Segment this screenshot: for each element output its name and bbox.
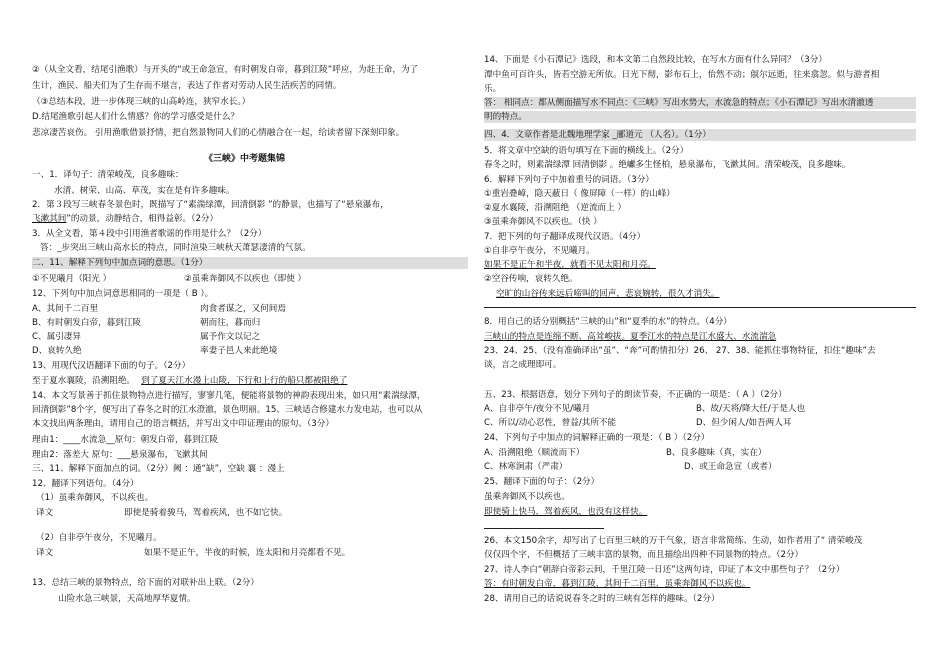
q11-item-b: ②虽乘奔御风不以疾也（即使 ） [184, 274, 307, 284]
q24-option-a: A、沿溯阻绝（顺流而下） [484, 448, 585, 458]
q12-option-a-pair: 肉食者谋之，又何间焉 [200, 304, 286, 314]
q6-item-1: ①重岩叠嶂，隐天蔽日（ 像屏障（一样）的山峰） [484, 189, 675, 199]
question-12: 12、下列句中加点词意思相同的一项是（ B ）。 [32, 289, 214, 299]
quoted-passage-cont: 乐。 [484, 84, 502, 94]
q23-option-b: B、故/天将/降大任/于是人也 [696, 404, 806, 414]
translate-item-1: （1）虽乘奔御风，不以疾也。 [36, 493, 154, 503]
translate-question: 12、翻译下列语句。（4分） [32, 479, 139, 489]
divider [484, 528, 604, 529]
translation-label: 译文 [36, 548, 54, 558]
translation-1: 即使是骑着骏马，驾着疾风，也不如它快。 [124, 508, 288, 518]
question-13-couplet: 13、总结三峡的景物特点，给下面的对联补出上联。（2分） [32, 578, 259, 588]
question-24: 24、下列句子中加点的词解释正确的一项是：（ B ）（2分） [484, 433, 710, 443]
translate-item-2: （2）自非亭午夜分，不见曦月。 [36, 533, 162, 543]
q12-option-d-pair: 率妻子邑人来此绝境 [200, 346, 278, 356]
section-3-question: 三、11、解释下面加点的词。（2分）阙 ：通“缺”，空缺 襄 ：漫上 [32, 464, 285, 474]
answer-note-cont: 谈，言之成理即可。 [484, 360, 562, 370]
answer-5: 春冬之时，则素湍绿潭 回清倒影 。绝巘多生怪柏，悬泉瀑布，飞漱其间。清荣峻茂，良多趣味。 [484, 160, 851, 170]
text-line: 悲凉凄苦哀伤。 引用渔歌借景抒情，把自然景物同人们的心情融合在一起，给读者留下深刻印象。 [32, 128, 405, 138]
q12-option-d: D、哀转久绝 [32, 346, 82, 356]
question-3: 3．从全文看，第４段中引用渔者歌谣的作用是什么？（2分） [32, 229, 267, 239]
question-2: 2．第３段写三峡春冬景色时，既描写了“素湍绿潭，回清倒影 ”的静景，也描写了“悬泉瀑布， [32, 200, 389, 210]
q25-sentence: 虽乘奔御风不以疾也。 [484, 492, 570, 502]
question-14-cont: 本文找出两条理由，请用自己的语言概括，并写出文中印证理由的原句。（3分） [32, 419, 334, 429]
question-8: 8．用自己的话分别概括“三峡的山”和“夏季的水”的特点。（4分） [484, 317, 732, 327]
question-26: 26、本文150余字，却写出了七百里三峡的万千气象，语言非常简练、生动，如作者用了“ 清荣峻茂 [484, 536, 863, 546]
section-5-question: 五、23、根据语意，划分下列句子的朗读节奏，不正确的一项是：（ A ）（2分） [484, 390, 787, 400]
question-1: 一、1．译句子：清荣峻茂，良多趣味： [32, 170, 184, 180]
question-26-cont: 仅仅四个字，不但概括了三峡丰富的景物，而且描绘出四种不同景物的特点。（2分） [484, 550, 804, 560]
q25-answer: 即使骑上快马，驾着疾风，也没有这样快。 [484, 507, 648, 517]
q24-option-d: D、或王命急宣（或者） [684, 462, 777, 472]
q7-item-2: ②空谷传响，哀转久绝。 [484, 274, 578, 284]
answer-1: 水清、树荣、山高、草茂，实在是有许多趣味。 [54, 186, 235, 196]
q12-option-b: B、有时朝发白帝，暮到江陵 [32, 318, 142, 328]
text-line: 生计，渔民、船夫们为了生存而不堪言，表达了作者对劳动人民生活疾苦的同情。 [32, 81, 342, 91]
quoted-passage: 潭中鱼可百许头，皆若空游无所依。日光下彻，影布石上，佁然不动；俶尔远逝，往来翕忽。似与游者相 [484, 70, 880, 80]
translation-2: 如果不是正午，半夜的时候，连太阳和月亮都看不见。 [144, 548, 351, 558]
q24-option-c: C、林寒涧肃（严肃） [484, 462, 568, 472]
text-line: （③总结本段，进一步体现三峡的山高岭连，狭窄水长。） [32, 97, 251, 107]
q24-option-b: B、良多趣味（真，实在） [666, 448, 767, 458]
q7-answer-2: 空旷的山谷传来远后啼叫的回声，悲哀婉转，很久才消失。 [496, 289, 720, 299]
reason-2: 理由2：落差大 原句：___悬泉瀑布，飞漱其间 [32, 450, 208, 460]
text-line: ②（从全文看，结尾引渔歌）与开头的“或王命急宣，有时朝发白帝，暮到江陵”呼应，为赶王命，为了 [32, 65, 419, 75]
section-2-header: 二、11、解释下列句中加点词的意思。（1分） [32, 257, 468, 269]
q12-option-b-pair: 朝而往，暮而归 [200, 318, 261, 328]
question-5: 5．将文章中空缺的语句填写在下面的横线上。（2分） [484, 146, 689, 156]
question-6: 6．解释下列句子中加着重号的词语。（3分） [484, 175, 654, 185]
q6-item-2: ②夏水襄陵，沿溯阻绝 （逆流而上 ） [484, 203, 627, 213]
q7-answer-1: 如果不是正午和半夜，就看不见太阳和月亮。 [484, 260, 656, 270]
question-28: 28、请用自己的话说说春冬之时的三峡有怎样的趣味。（2分） [484, 594, 720, 604]
question-2-cont: 飞漱其间”的动景，动静结合，相得益彰。（2分） [32, 214, 219, 224]
answer-3: 答：_步突出三峡山高水长的特点，同时渲染三峡秋天萧瑟凄清的气氛。 [40, 243, 311, 253]
reason-1: 理由1：____水流急__原句：朝发白帝，暮到江陵 [32, 435, 218, 445]
couplet-answer: 山险水急三峡景，天高地厚华夏情。 [58, 594, 196, 604]
q12-option-a: A、其间千二百里 [32, 304, 99, 314]
question-14-cont: 回清倒影”8个字，便写出了春冬之时的江水澄澈，景色明丽。15、三峡适合修建水力发电站，也可以从 [32, 405, 423, 415]
question-7: 7．把下列的句子翻译成现代汉语。（4分） [484, 232, 646, 242]
section-title: 《三峡》中考题集锦 [204, 154, 286, 164]
q12-option-c-pair: 属予作文以记之 [200, 332, 261, 342]
answer-27: 答：有时朝发白帝，暮到江陵，其间千二百里，虽乘奔御风不以疾也。 [484, 579, 751, 589]
answer-14: 答： 相同点：都从侧面描写水不同点：《三峡》写出水势大，水流急的特点；《小石潭记》写出水清澈透 [484, 97, 916, 109]
answer-13: 至于夏水襄陵，沿溯阻绝。 到了夏天江水漫上山陵，下行和上行的船只都被阻绝了 [32, 376, 348, 386]
section-4-header: 四、4．文章作者是北魏地理学家 _郦道元 （人名）。（1分） [484, 129, 916, 141]
q11-item-a: ①不见曦月（阳光 ） [32, 274, 112, 284]
answer-8: 三峡山的特点是连绵不断、高耸峻拔。夏季江水的特点是江水盛大、水流湍急 [484, 332, 777, 342]
text-line: D.结尾渔歌引起人们什么情感？你的学习感受是什么？ [32, 112, 240, 122]
q23-option-a: A、自非亭午/夜分不见/曦月 [484, 404, 591, 414]
question-14: 14、下面是《小石潭记》选段，和本文第二自然段比较，在写水方面有什么异同？（3分） [484, 55, 827, 65]
translation-label: 译文 [36, 508, 54, 518]
question-14: 14、本文写景善于抓住景物特点进行描写，寥寥几笔，便能将景物的神韵表现出来，如只用“素湍绿潭， [32, 391, 426, 401]
answer-14-cont: 明的特点。 [484, 111, 916, 123]
question-25: 25、翻译下面的句子：（2分） [484, 477, 600, 487]
divider [484, 307, 916, 308]
question-13: 13、用现代汉语翻译下面的句子。（2分） [32, 361, 191, 371]
q6-item-3: ③虽乘奔御风不以疾也。（快 ） [484, 217, 602, 227]
q12-option-c: C、属引凄异 [32, 332, 81, 342]
q7-item-1: ①自非亭午夜分，不见曦月。 [484, 246, 595, 256]
q23-option-d: D、但少闲人/如吾两人耳 [696, 418, 792, 428]
answer-note: 23、24、25、（没有准确译出“虽”、“奔”可酌情扣分）26、 27、38、能抓住事物特征，扣住“趣味”去 [484, 346, 876, 356]
question-27: 27、诗人李白“朝辞白帝彩云间，千里江陵一日还”这两句诗，印证了本文中那些句子？（2分） [484, 565, 845, 575]
q23-option-c: C、所以/动心忍性，曾益/其所不能 [484, 418, 617, 428]
